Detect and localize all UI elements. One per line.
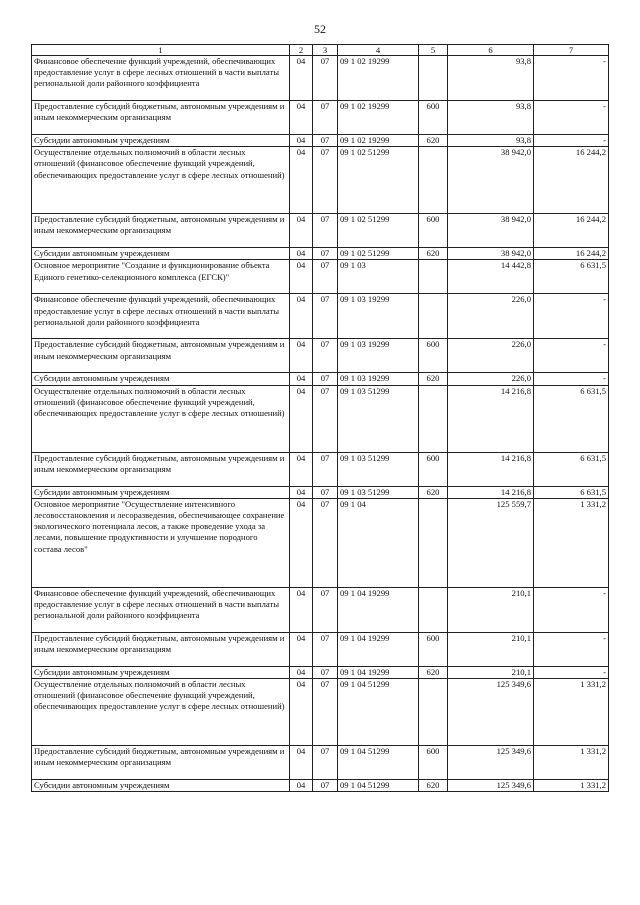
row-name-cell: Субсидии автономным учреждениям (32, 135, 290, 147)
target-article-cell: 09 1 03 19299 (338, 373, 419, 385)
table-row (32, 486, 609, 498)
federal-amount-cell: - (534, 587, 609, 632)
row-name-cell: Основное мероприятие "Создание и функционирование объекта Единого генетико-селекционного комплекса (ЕГСК)" (32, 260, 290, 294)
subsection-code-cell: 07 (313, 679, 338, 746)
section-code-cell: 04 (290, 214, 313, 248)
table-row (32, 373, 609, 385)
table-row (32, 780, 609, 792)
federal-amount-cell: 16 244,2 (534, 214, 609, 248)
subsection-code-cell: 07 (313, 294, 338, 339)
section-code-cell: 04 (290, 373, 313, 385)
section-code-cell: 04 (290, 679, 313, 746)
section-code-cell: 04 (290, 147, 313, 214)
expense-type-cell: 600 (419, 632, 448, 666)
subsection-code-cell: 07 (313, 373, 338, 385)
table-row (32, 746, 609, 780)
section-code-cell: 04 (290, 498, 313, 587)
target-article-cell: 09 1 03 19299 (338, 339, 419, 373)
subsection-code-cell: 07 (313, 147, 338, 214)
section-code-cell: 04 (290, 587, 313, 632)
table-row (32, 248, 609, 260)
row-name-cell: Осуществление отдельных полномочий в области лесных отношений (финансовое обеспечение функций учреждений, обеспечивающих предоставление услуг в сфере лесных отношений) (32, 147, 290, 214)
expense-type-cell: 600 (419, 339, 448, 373)
target-article-cell: 09 1 02 51299 (338, 147, 419, 214)
amount-cell: 93,8 (448, 101, 534, 135)
target-article-cell: 09 1 04 (338, 498, 419, 587)
expense-type-cell (419, 587, 448, 632)
amount-cell: 226,0 (448, 373, 534, 385)
subsection-code-cell: 07 (313, 746, 338, 780)
table-row (32, 260, 609, 294)
table-row (32, 339, 609, 373)
target-article-cell: 09 1 04 51299 (338, 780, 419, 792)
target-article-cell: 09 1 02 19299 (338, 101, 419, 135)
subsection-code-cell: 07 (313, 339, 338, 373)
page-number: 52 (314, 22, 326, 36)
subsection-code-cell: 07 (313, 385, 338, 452)
expense-type-cell (419, 294, 448, 339)
section-code-cell: 04 (290, 486, 313, 498)
federal-amount-cell: 6 631,5 (534, 452, 609, 486)
amount-cell: 210,1 (448, 632, 534, 666)
target-article-cell: 09 1 04 19299 (338, 632, 419, 666)
column-header: 4 (338, 45, 419, 56)
section-code-cell: 04 (290, 248, 313, 260)
amount-cell: 125 349,6 (448, 780, 534, 792)
amount-cell: 93,8 (448, 56, 534, 101)
expense-type-cell: 600 (419, 101, 448, 135)
table-row (32, 666, 609, 678)
federal-amount-cell: - (534, 101, 609, 135)
amount-cell: 38 942,0 (448, 147, 534, 214)
table-row (32, 214, 609, 248)
amount-cell: 226,0 (448, 339, 534, 373)
section-code-cell: 04 (290, 294, 313, 339)
amount-cell: 14 216,8 (448, 486, 534, 498)
table-row (32, 135, 609, 147)
subsection-code-cell: 07 (313, 260, 338, 294)
expense-type-cell: 620 (419, 248, 448, 260)
row-name-cell: Субсидии автономным учреждениям (32, 248, 290, 260)
section-code-cell: 04 (290, 385, 313, 452)
amount-cell: 14 216,8 (448, 385, 534, 452)
federal-amount-cell: 6 631,5 (534, 385, 609, 452)
amount-cell: 93,8 (448, 135, 534, 147)
target-article-cell: 09 1 04 19299 (338, 587, 419, 632)
row-name-cell: Предоставление субсидий бюджетным, автономным учреждениям и иным некоммерческим организациям (32, 101, 290, 135)
federal-amount-cell: - (534, 373, 609, 385)
expense-type-cell: 620 (419, 780, 448, 792)
row-name-cell: Осуществление отдельных полномочий в области лесных отношений (финансовое обеспечение функций учреждений, обеспечивающих предоставление услуг в сфере лесных отношений) (32, 385, 290, 452)
subsection-code-cell: 07 (313, 498, 338, 587)
row-name-cell: Субсидии автономным учреждениям (32, 666, 290, 678)
target-article-cell: 09 1 03 51299 (338, 385, 419, 452)
row-name-cell: Финансовое обеспечение функций учреждений, обеспечивающих предоставление услуг в сфере лесных отношений в части выплаты региональной доли районного коэффициента (32, 294, 290, 339)
table-row (32, 679, 609, 746)
column-header: 5 (419, 45, 448, 56)
section-code-cell: 04 (290, 780, 313, 792)
target-article-cell: 09 1 03 19299 (338, 294, 419, 339)
column-header: 7 (534, 45, 609, 56)
federal-amount-cell: - (534, 294, 609, 339)
federal-amount-cell: - (534, 135, 609, 147)
subsection-code-cell: 07 (313, 135, 338, 147)
row-name-cell: Предоставление субсидий бюджетным, автономным учреждениям и иным некоммерческим организациям (32, 214, 290, 248)
federal-amount-cell: 1 331,2 (534, 679, 609, 746)
federal-amount-cell: - (534, 56, 609, 101)
subsection-code-cell: 07 (313, 56, 338, 101)
expense-type-cell: 620 (419, 135, 448, 147)
expense-type-cell: 620 (419, 373, 448, 385)
amount-cell: 14 216,8 (448, 452, 534, 486)
federal-amount-cell: 16 244,2 (534, 147, 609, 214)
section-code-cell: 04 (290, 101, 313, 135)
table-row (32, 56, 609, 101)
federal-amount-cell: 1 331,2 (534, 498, 609, 587)
subsection-code-cell: 07 (313, 101, 338, 135)
subsection-code-cell: 07 (313, 486, 338, 498)
row-name-cell: Субсидии автономным учреждениям (32, 486, 290, 498)
target-article-cell: 09 1 04 51299 (338, 746, 419, 780)
federal-amount-cell: 6 631,5 (534, 486, 609, 498)
row-name-cell: Субсидии автономным учреждениям (32, 373, 290, 385)
column-header: 6 (448, 45, 534, 56)
federal-amount-cell: - (534, 339, 609, 373)
column-header: 1 (32, 45, 290, 56)
federal-amount-cell: 1 331,2 (534, 746, 609, 780)
table-row (32, 452, 609, 486)
table-row (32, 294, 609, 339)
table-row (32, 632, 609, 666)
amount-cell: 210,1 (448, 666, 534, 678)
target-article-cell: 09 1 02 51299 (338, 214, 419, 248)
expense-type-cell: 600 (419, 452, 448, 486)
expense-type-cell: 620 (419, 486, 448, 498)
expense-type-cell (419, 147, 448, 214)
section-code-cell: 04 (290, 339, 313, 373)
subsection-code-cell: 07 (313, 248, 338, 260)
federal-amount-cell: 16 244,2 (534, 248, 609, 260)
row-name-cell: Субсидии автономным учреждениям (32, 780, 290, 792)
amount-cell: 226,0 (448, 294, 534, 339)
amount-cell: 125 349,6 (448, 746, 534, 780)
section-code-cell: 04 (290, 135, 313, 147)
row-name-cell: Финансовое обеспечение функций учреждений, обеспечивающих предоставление услуг в сфере лесных отношений в части выплаты региональной доли районного коэффициента (32, 587, 290, 632)
federal-amount-cell: 1 331,2 (534, 780, 609, 792)
section-code-cell: 04 (290, 632, 313, 666)
subsection-code-cell: 07 (313, 587, 338, 632)
budget-table (31, 44, 609, 792)
subsection-code-cell: 07 (313, 632, 338, 666)
expense-type-cell (419, 56, 448, 101)
expense-type-cell: 600 (419, 746, 448, 780)
table-row (32, 385, 609, 452)
column-header: 3 (313, 45, 338, 56)
target-article-cell: 09 1 03 51299 (338, 486, 419, 498)
amount-cell: 125 559,7 (448, 498, 534, 587)
federal-amount-cell: 6 631,5 (534, 260, 609, 294)
row-name-cell: Осуществление отдельных полномочий в области лесных отношений (финансовое обеспечение функций учреждений, обеспечивающих предоставление услуг в сфере лесных отношений) (32, 679, 290, 746)
expense-type-cell: 600 (419, 214, 448, 248)
subsection-code-cell: 07 (313, 214, 338, 248)
section-code-cell: 04 (290, 746, 313, 780)
expense-type-cell: 620 (419, 666, 448, 678)
section-code-cell: 04 (290, 666, 313, 678)
table-row (32, 498, 609, 587)
amount-cell: 38 942,0 (448, 214, 534, 248)
subsection-code-cell: 07 (313, 780, 338, 792)
section-code-cell: 04 (290, 56, 313, 101)
expense-type-cell (419, 679, 448, 746)
row-name-cell: Предоставление субсидий бюджетным, автономным учреждениям и иным некоммерческим организациям (32, 746, 290, 780)
header-row (32, 45, 609, 56)
amount-cell: 125 349,6 (448, 679, 534, 746)
table-row (32, 587, 609, 632)
row-name-cell: Предоставление субсидий бюджетным, автономным учреждениям и иным некоммерческим организациям (32, 632, 290, 666)
amount-cell: 38 942,0 (448, 248, 534, 260)
federal-amount-cell: - (534, 632, 609, 666)
expense-type-cell (419, 260, 448, 294)
column-header: 2 (290, 45, 313, 56)
amount-cell: 210,1 (448, 587, 534, 632)
target-article-cell: 09 1 04 19299 (338, 666, 419, 678)
row-name-cell: Предоставление субсидий бюджетным, автономным учреждениям и иным некоммерческим организациям (32, 339, 290, 373)
target-article-cell: 09 1 04 51299 (338, 679, 419, 746)
table-row (32, 101, 609, 135)
target-article-cell: 09 1 02 51299 (338, 248, 419, 260)
subsection-code-cell: 07 (313, 452, 338, 486)
target-article-cell: 09 1 02 19299 (338, 135, 419, 147)
federal-amount-cell: - (534, 666, 609, 678)
section-code-cell: 04 (290, 452, 313, 486)
expense-type-cell (419, 385, 448, 452)
row-name-cell: Предоставление субсидий бюджетным, автономным учреждениям и иным некоммерческим организациям (32, 452, 290, 486)
section-code-cell: 04 (290, 260, 313, 294)
table-row (32, 147, 609, 214)
row-name-cell: Основное мероприятие "Осуществление интенсивного лесовосстановления и лесоразведения, обеспечивающее сохранение экологического потенциала лесов, а также проведение ухода за лесами, повышение продуктивности и улучшение породного состава лесов" (32, 498, 290, 587)
row-name-cell: Финансовое обеспечение функций учреждений, обеспечивающих предоставление услуг в сфере лесных отношений в части выплаты региональной доли районного коэффициента (32, 56, 290, 101)
expense-type-cell (419, 498, 448, 587)
target-article-cell: 09 1 03 (338, 260, 419, 294)
target-article-cell: 09 1 02 19299 (338, 56, 419, 101)
target-article-cell: 09 1 03 51299 (338, 452, 419, 486)
amount-cell: 14 442,8 (448, 260, 534, 294)
subsection-code-cell: 07 (313, 666, 338, 678)
